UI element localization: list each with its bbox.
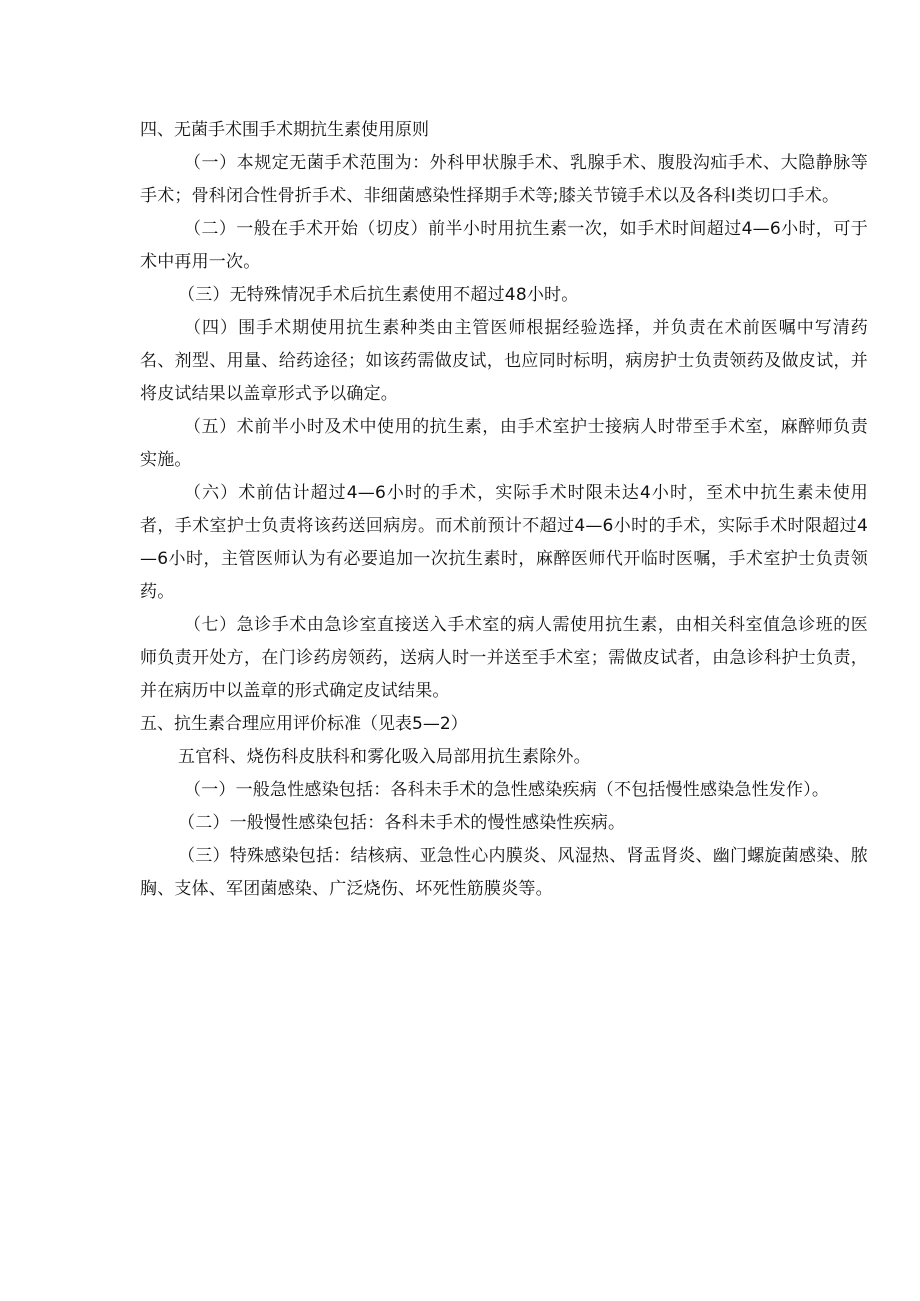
document-body (140, 114, 868, 906)
section-5-paragraph-3: （二）一般慢性感染包括：各科未手术的慢性感染性疾病。 (178, 813, 626, 833)
section-4-paragraph-5: （五）术前半小时及术中使用的抗生素，由手术室护士接病人时带至手术室，麻醉师负责实施。 (140, 417, 868, 470)
section-heading-5: 五、抗生素合理应用评价标准（见表5—2） (140, 714, 468, 734)
section-4-paragraph-7: （七）急诊手术由急诊室直接送入手术室的病人需使用抗生素，由相关科室值急诊班的医师负责开处方，在门诊药房领药，送病人时一并送至手术室；需做皮试者，由急诊科护士负责，并在病历中以盖章的形式确定皮试结果。 (140, 615, 868, 701)
section-5-paragraph-4: （三）特殊感染包括：结核病、亚急性心内膜炎、风湿热、肾盂肾炎、幽门螺旋菌感染、脓胸、支体、军团菌感染、广泛烧伤、坏死性筋膜炎等。 (140, 846, 868, 899)
section-4-paragraph-2: （二）一般在手术开始（切皮）前半小时用抗生素一次，如手术时间超过4—6小时，可于术中再用一次。 (140, 219, 868, 272)
section-5-paragraph-1: 五官科、烧伤科皮肤科和雾化吸入局部用抗生素除外。 (178, 747, 591, 767)
section-4-paragraph-3: （三）无特殊情况手术后抗生素使用不超过48小时。 (178, 285, 579, 305)
section-4-paragraph-6: （六）术前估计超过4—6小时的手术，实际手术时限未达4小时，至术中抗生素未使用者，手术室护士负责将该药送回病房。而术前预计不超过4—6小时的手术，实际手术时限超过4—6小时，主管医师认为有必要追加一次抗生素时，麻醉医师代开临时医嘱，手术室护士负责领药。 (140, 483, 868, 602)
section-4-paragraph-1: （一）本规定无菌手术范围为：外科甲状腺手术、乳腺手术、腹股沟疝手术、大隐静脉等手术；骨科闭合性骨折手术、非细菌感染性择期手术等;膝关节镜手术以及各科Ⅰ类切口手术。 (140, 153, 868, 206)
section-4-paragraph-4: （四）围手术期使用抗生素种类由主管医师根据经验选择，并负责在术前医嘱中写清药名、剂型、用量、给药途径；如该药需做皮试，也应同时标明，病房护士负责领药及做皮试，并将皮试结果以盖章形式予以确定。 (140, 318, 868, 404)
section-heading-4: 四、无菌手术围手术期抗生素使用原则 (140, 120, 429, 140)
section-5-paragraph-2: （一）一般急性感染包括：各科未手术的急性感染疾病（不包括慢性感染急性发作）。 (184, 780, 830, 800)
